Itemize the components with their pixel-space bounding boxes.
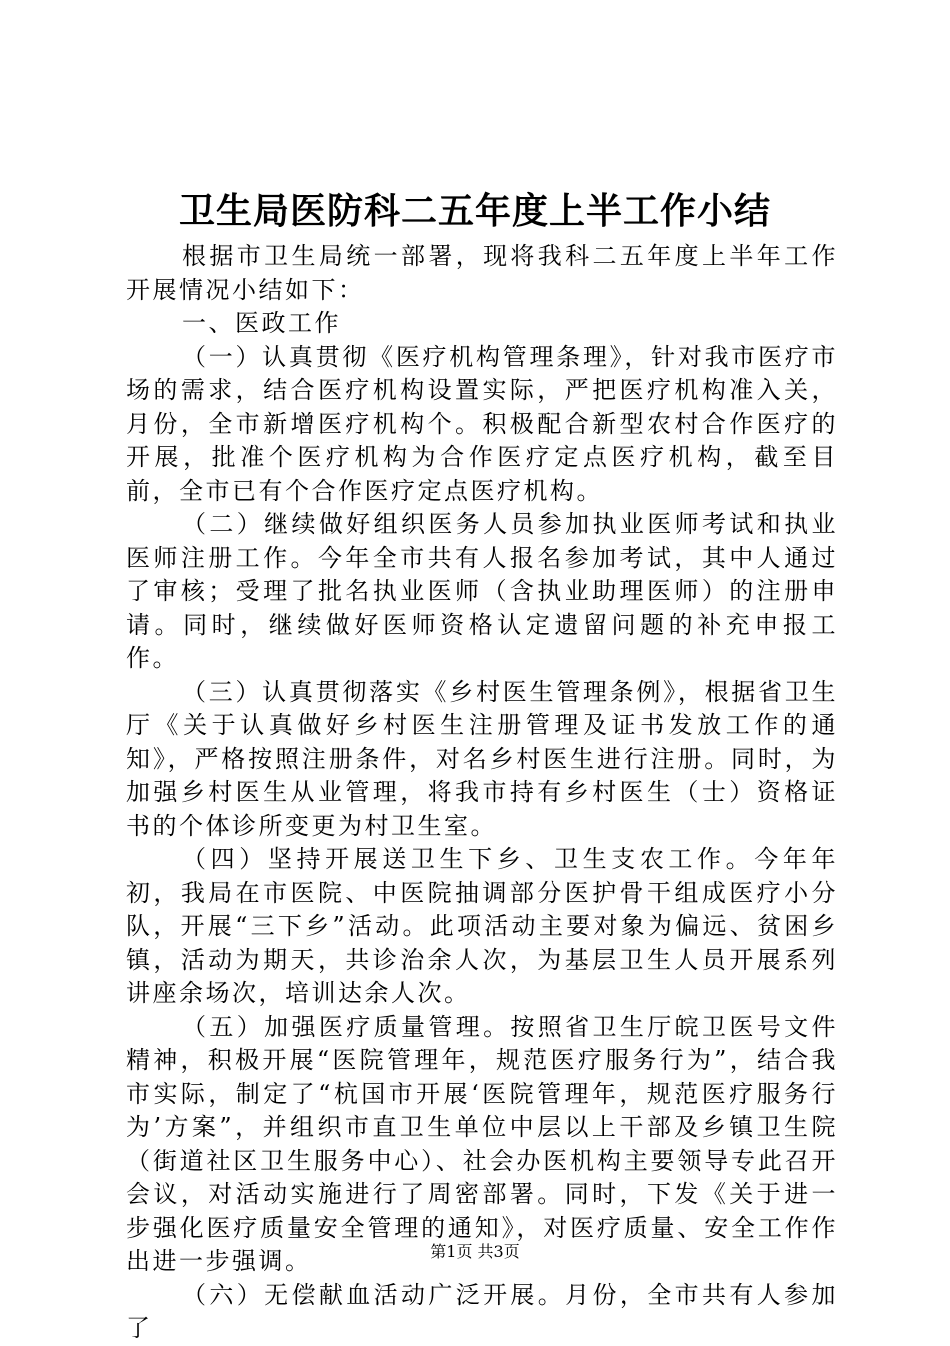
paragraph-item-2: （二）继续做好组织医务人员参加执业医师考试和执业医师注册工作。今年全市共有人报名参加考试，其中人通过了审核；受理了批名执业医师（含执业助理医师）的注册申请。同时，继续做好医师资格认定遗留问题的补充申报工作。 <box>126 510 838 672</box>
section-heading-medical-admin: 一、医政工作 <box>182 309 341 337</box>
page-number-footer: 第1页 共3页 <box>430 1242 520 1261</box>
paragraph-intro: 根据市卫生局统一部署，现将我科二五年度上半年工作开展情况小结如下： <box>126 242 838 304</box>
paragraph-item-1: （一）认真贯彻《医疗机构管理条理》，针对我市医疗市场的需求，结合医疗机构设置实际，严把医疗机构准入关，月份，全市新增医疗机构个。积极配合新型农村合作医疗的开展，批准个医疗机构为合作医疗定点医疗机构，截至目前，全市已有个合作医疗定点医疗机构。 <box>126 342 838 505</box>
paragraph-item-3: （三）认真贯彻落实《乡村医生管理条例》，根据省卫生厅《关于认真做好乡村医生注册管理及证书发放工作的通知》，严格按照注册条件，对名乡村医生进行注册。同时，为加强乡村医生从业管理，将我市持有乡村医生（士）资格证书的个体诊所变更为村卫生室。 <box>126 677 838 840</box>
document-body <box>126 240 838 1346</box>
paragraph-item-4: （四）坚持开展送卫生下乡、卫生支农工作。今年年初，我局在市医院、中医院抽调部分医护骨干组成医疗小分队，开展“三下乡”活动。此项活动主要对象为偏远、贫困乡镇，活动为期天，共诊治余人次，为基层卫生人员开展系列讲座余场次，培训达余人次。 <box>126 845 838 1007</box>
paragraph-item-6: （六）无偿献血活动广泛开展。月份，全市共有人参加了 <box>126 1280 838 1342</box>
paragraph-item-5: （五）加强医疗质量管理。按照省卫生厅皖卫医号文件精神，积极开展“医院管理年，规范医疗服务行为”，结合我市实际，制定了“杭国市开展‘医院管理年，规范医疗服务行为’方案”，并组织市直卫生单位中层以上干部及乡镇卫生院（街道社区卫生服务中心）、社会办医机构主要领导专此召开会议，对活动实施进行了周密部署。同时，下发《关于进一步强化医疗质量安全管理的通知》，对医疗质量、安全工作作出进一步强调。 <box>126 1012 838 1275</box>
document-title: 卫生局医防科二五年度上半工作小结 <box>178 190 771 232</box>
